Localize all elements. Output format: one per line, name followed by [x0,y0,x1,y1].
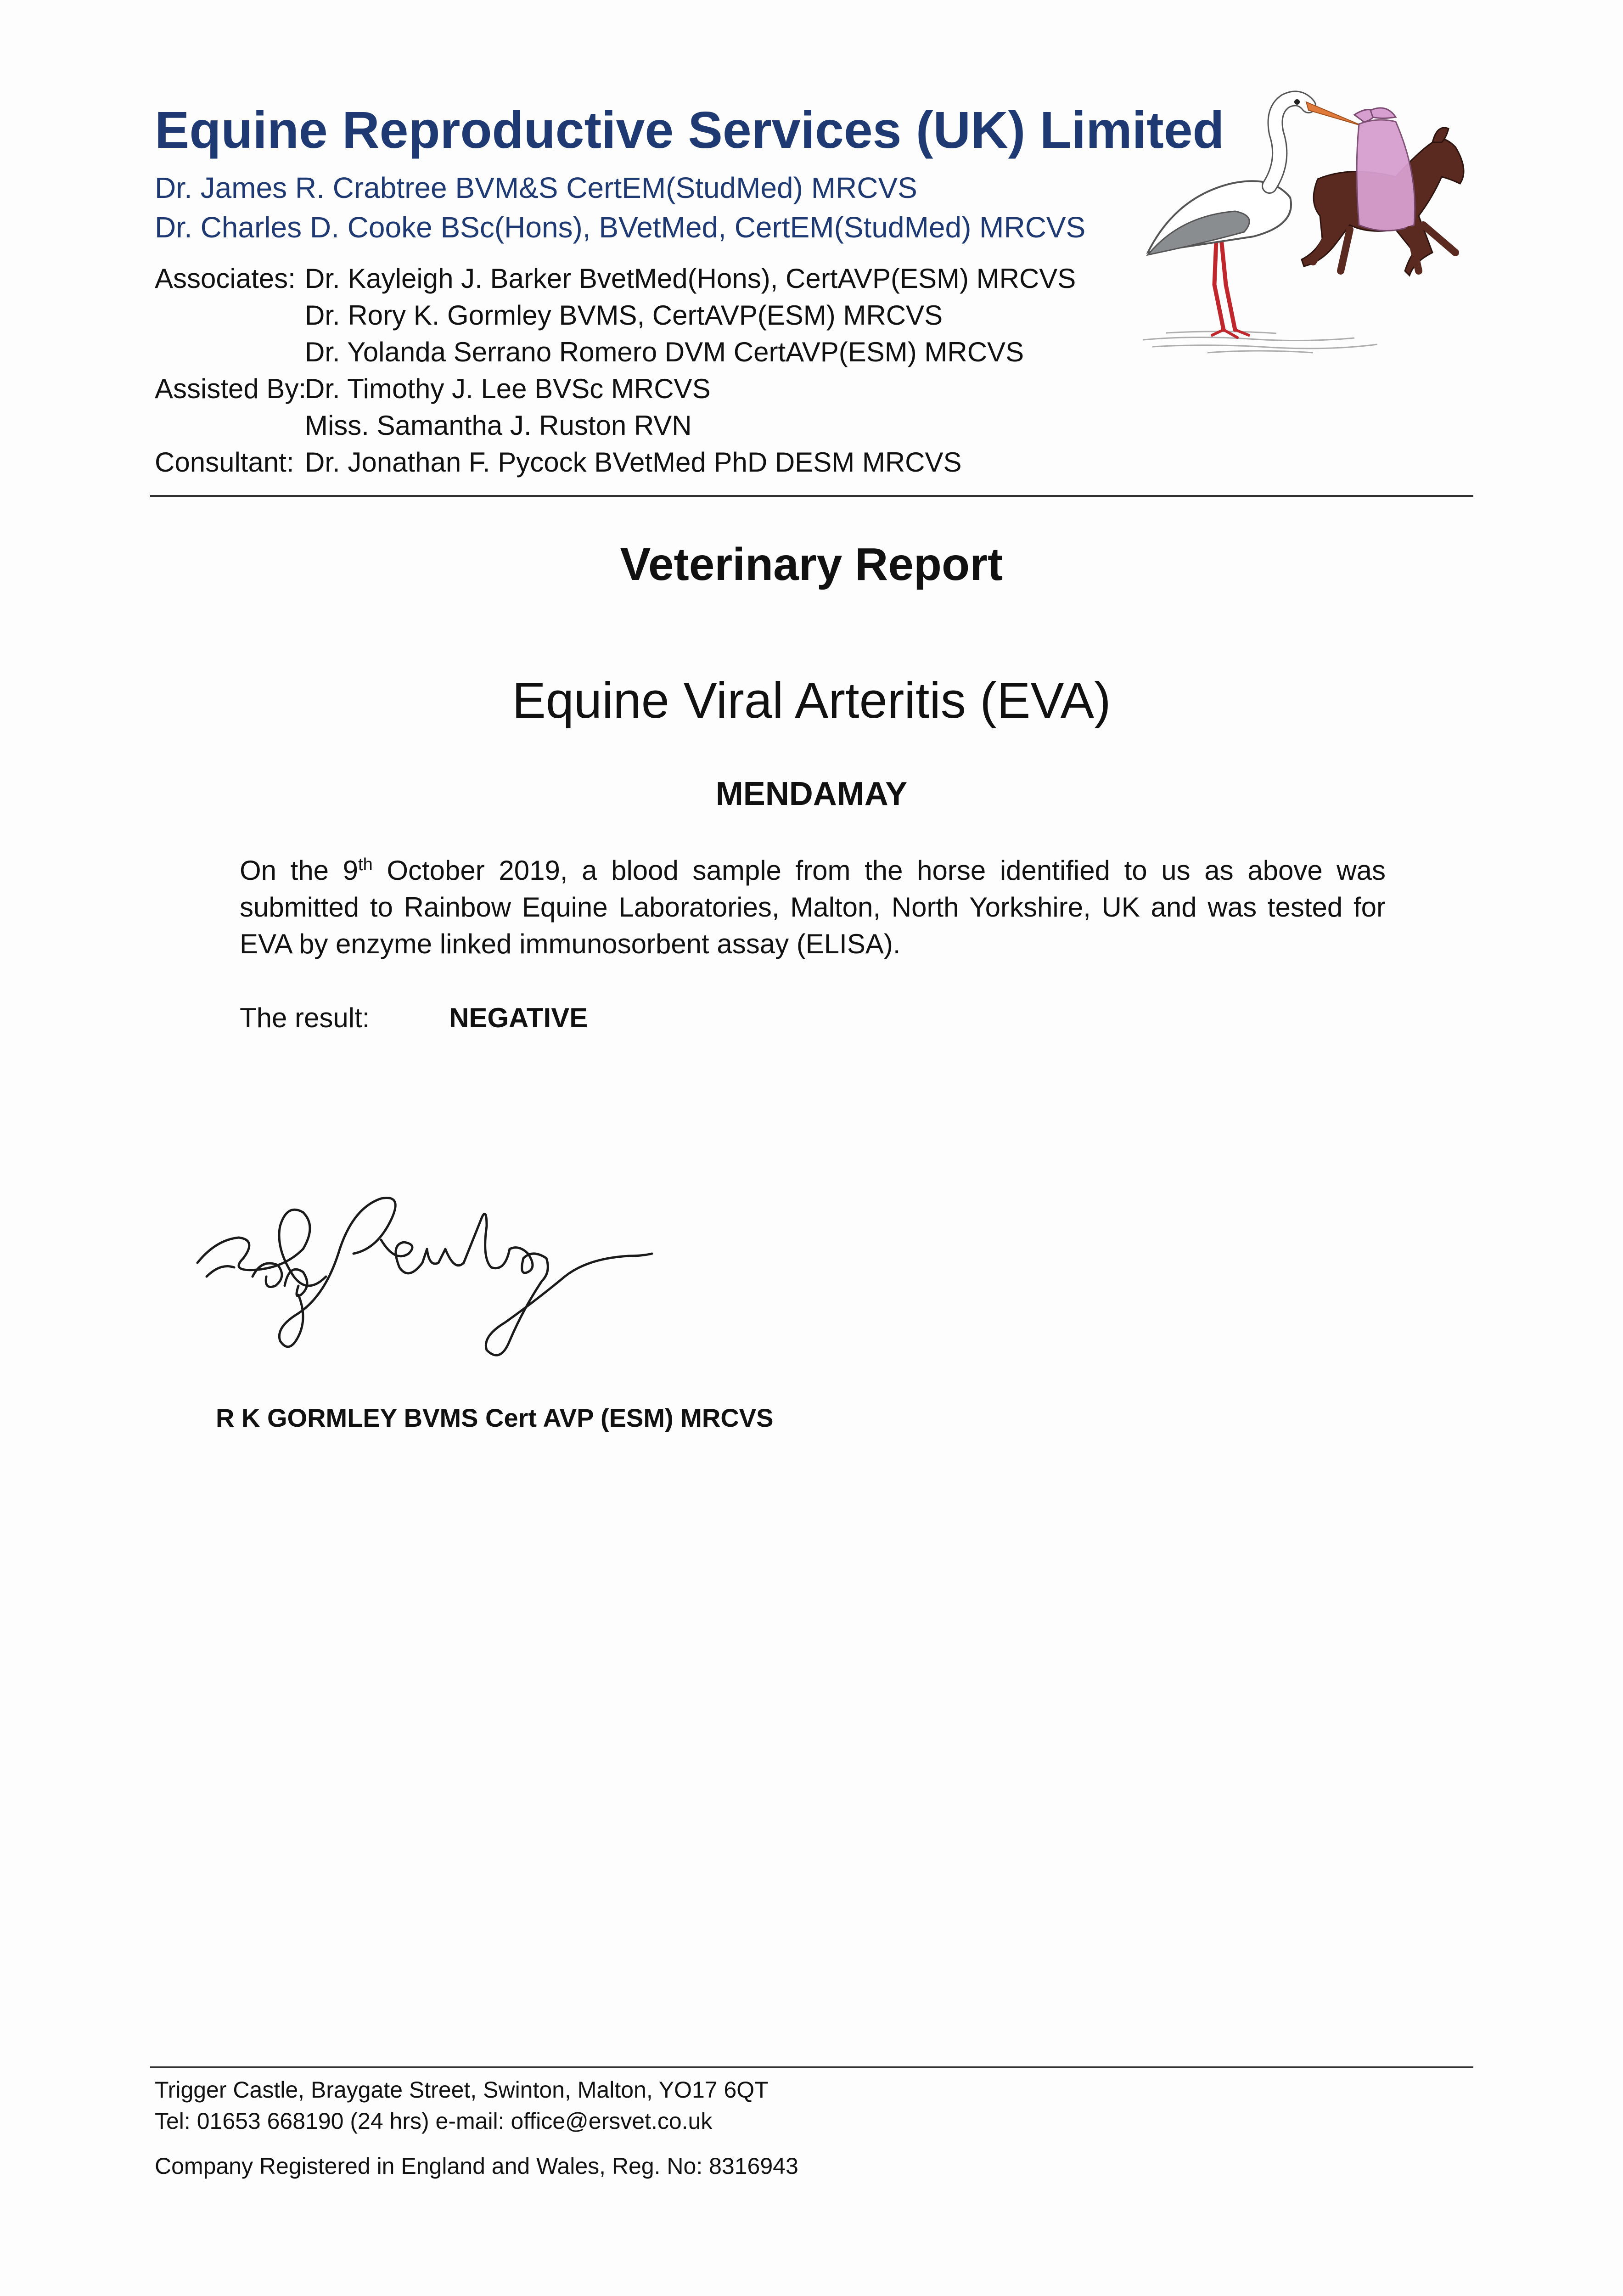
consultant-label: Consultant: [155,447,294,478]
paragraph-rest: October 2019, a blood sample from the horse identified to us as above was submitted to Rainbow Equine Laboratories, Malton, North Yorkshire, UK and was tested for EVA by enzyme linked immunosorbent assay (ELISA). [240,855,1386,959]
assistant-1: Dr. Timothy J. Lee BVSc MRCVS [305,373,711,404]
company-name: Equine Reproductive Services (UK) Limited [155,101,1224,159]
report-title: Veterinary Report [620,539,1003,590]
paragraph-start: On the 9 [240,855,359,886]
footer-contact: Tel: 01653 668190 (24 hrs) e-mail: office@ersvet.co.uk [155,2108,713,2134]
footer-registration: Company Registered in England and Wales, Reg. No: 8316943 [155,2153,798,2179]
report-paragraph [240,852,1386,962]
result-label: The result: [240,1002,370,1033]
footer-address: Trigger Castle, Braygate Street, Swinton, Malton, YO17 6QT [155,2077,769,2103]
horse-name: MENDAMAY [715,776,908,812]
partner-2: Dr. Charles D. Cooke BSc(Hons), BVetMed, CertEM(StudMed) MRCVS [155,211,1086,244]
result-value: NEGATIVE [449,1002,588,1033]
associate-3: Dr. Yolanda Serrano Romero DVM CertAVP(ESM) MRCVS [305,337,1024,367]
assisted-by-label: Assisted By: [155,373,307,404]
consultant-name: Dr. Jonathan F. Pycock BVetMed PhD DESM MRCVS [305,447,962,478]
associates-label: Associates: [155,263,296,294]
assistant-2: Miss. Samantha J. Ruston RVN [305,410,692,441]
report-subtitle: Equine Viral Arteritis (EVA) [512,672,1111,729]
handwritten-signature [188,1157,657,1373]
associate-2: Dr. Rory K. Gormley BVMS, CertAVP(ESM) MRCVS [305,300,943,331]
header-divider [150,495,1473,497]
partner-1: Dr. James R. Crabtree BVM&S CertEM(StudMed) MRCVS [155,171,917,204]
associate-1: Dr. Kayleigh J. Barker BvetMed(Hons), CertAVP(ESM) MRCVS [305,263,1076,294]
footer-divider [150,2066,1473,2068]
signatory-name: R K GORMLEY BVMS Cert AVP (ESM) MRCVS [216,1403,774,1432]
stork-carrying-foal-icon [1139,78,1478,354]
paragraph-ordinal: th [358,855,373,874]
